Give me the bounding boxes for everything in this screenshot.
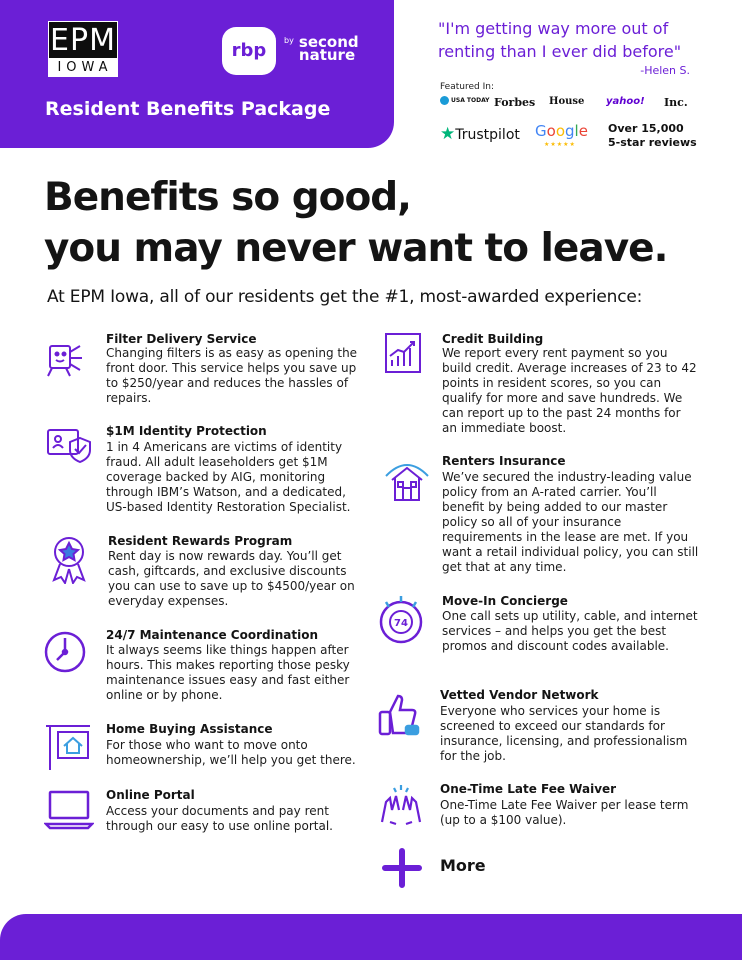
benefit-desc: Everyone who services your home is screened to exceed our standards for insurance, licensing, and professionalism for the job. — [440, 704, 688, 763]
high-five-icon — [376, 782, 426, 832]
benefit-title: Filter Delivery Service — [106, 332, 257, 346]
headline — [44, 172, 667, 274]
benefit-desc: 1 in 4 Americans are victims of identity fraud. All adult leaseholders get $1M coverage backed by AIG, monitoring through IBM’s Watson, and a dedicated, US-based Identity Restoration Specialist. — [106, 440, 351, 514]
benefit-desc: Rent day is now rewards day. You’ll get cash, giftcards, and exclusive discounts you can use to save up to $4500/year on everyday expenses. — [108, 549, 355, 608]
testimonial-quote: "I'm getting way more out of renting than I ever did before" — [438, 19, 682, 61]
second-nature-logo — [284, 33, 359, 64]
epm-logo-main: EPM — [48, 21, 118, 59]
rewards-ribbon-icon — [44, 534, 94, 584]
trustpilot-star-icon: ★ — [440, 124, 456, 144]
filter-delivery-icon — [40, 332, 90, 382]
header-band — [0, 0, 394, 148]
press-forbes: Forbes — [494, 96, 536, 109]
press-inc: Inc. — [664, 96, 688, 109]
sn-by: by — [284, 36, 294, 45]
benefit-title: One-Time Late Fee Waiver — [440, 782, 617, 796]
more-link[interactable]: More — [440, 856, 486, 875]
featured-label: Featured In: — [440, 82, 494, 92]
google-stars-icon: ★★★★★ — [544, 141, 576, 148]
benefit-desc: For those who want to move onto homeownership, we’ll help you get there. — [106, 738, 356, 767]
benefit-desc: We’ve secured the industry-leading value policy from an A-rated carrier. You’ll benefit by being added to our master policy so all of your insurance requirements in the lease are met. If you want a retail individual policy, you can still get that at any time. — [442, 470, 699, 574]
rbp-badge: rbp — [222, 27, 276, 75]
benefit-title: Credit Building — [442, 332, 544, 346]
benefit-title: Vetted Vendor Network — [440, 688, 599, 702]
benefit-title: $1M Identity Protection — [106, 424, 267, 438]
testimonial-author: -Helen S. — [640, 64, 690, 77]
reviews-count: Over 15,000 5-star reviews — [608, 122, 697, 149]
press-house: House — [549, 96, 585, 107]
benefit-title: 24/7 Maintenance Coordination — [106, 628, 318, 642]
svg-text:74: 74 — [394, 618, 408, 629]
google-logo: Google — [535, 122, 588, 140]
growth-chart-icon — [384, 332, 434, 382]
benefit-title: Home Buying Assistance — [106, 722, 273, 736]
press-usa-today: USA TODAY — [440, 96, 490, 105]
benefit-title: Resident Rewards Program — [108, 534, 293, 548]
benefit-title: Online Portal — [106, 788, 195, 802]
benefit-desc: Changing filters is as easy as opening the front door. This service helps you save up to $250/year and reduces the hassles of repairs. — [106, 346, 358, 405]
identity-shield-icon — [44, 424, 94, 474]
headline-line2: you may never want to leave. — [44, 226, 668, 271]
house-umbrella-icon — [382, 454, 432, 504]
subhead: At EPM Iowa, all of our residents get the #1, most-awarded experience: — [47, 287, 643, 307]
footer-band — [0, 914, 742, 960]
press-yahoo: yahoo! — [606, 96, 645, 107]
epm-logo-sub: IOWA — [48, 59, 118, 77]
benefit-desc: One call sets up utility, cable, and internet services – and helps you get the best promos and discount codes available. — [442, 609, 698, 653]
sn-name: second nature — [298, 33, 359, 64]
trustpilot-logo: ★Trustpilot — [440, 124, 520, 144]
benefit-desc: One-Time Late Fee Waiver per lease term (up to a $100 value). — [440, 798, 689, 827]
header-title: Resident Benefits Package — [45, 98, 331, 120]
epm-iowa-logo — [48, 21, 118, 78]
headline-line1: Benefits so good, — [44, 175, 411, 220]
benefit-desc: It always seems like things happen after hours. This makes reporting those pesky maintenance issues easy and fast either online or by phone. — [106, 643, 350, 702]
laptop-icon — [44, 788, 94, 838]
home-sign-icon — [44, 722, 94, 772]
usa-today-dot-icon — [440, 96, 449, 105]
thumbs-up-icon — [376, 688, 426, 738]
benefit-desc: We report every rent payment so you build credit. Average increases of 23 to 42 points in resident scores, so you can qualify for more and save hundreds. We can report up to the past 24 months for an immediate boost. — [442, 346, 697, 435]
benefit-title: Renters Insurance — [442, 454, 566, 468]
clock-icon — [42, 628, 92, 678]
plus-icon[interactable] — [382, 848, 422, 888]
benefit-title: Move-In Concierge — [442, 594, 568, 608]
benefit-desc: Access your documents and pay rent through our easy to use online portal. — [106, 804, 333, 833]
thermostat-icon — [376, 594, 426, 644]
